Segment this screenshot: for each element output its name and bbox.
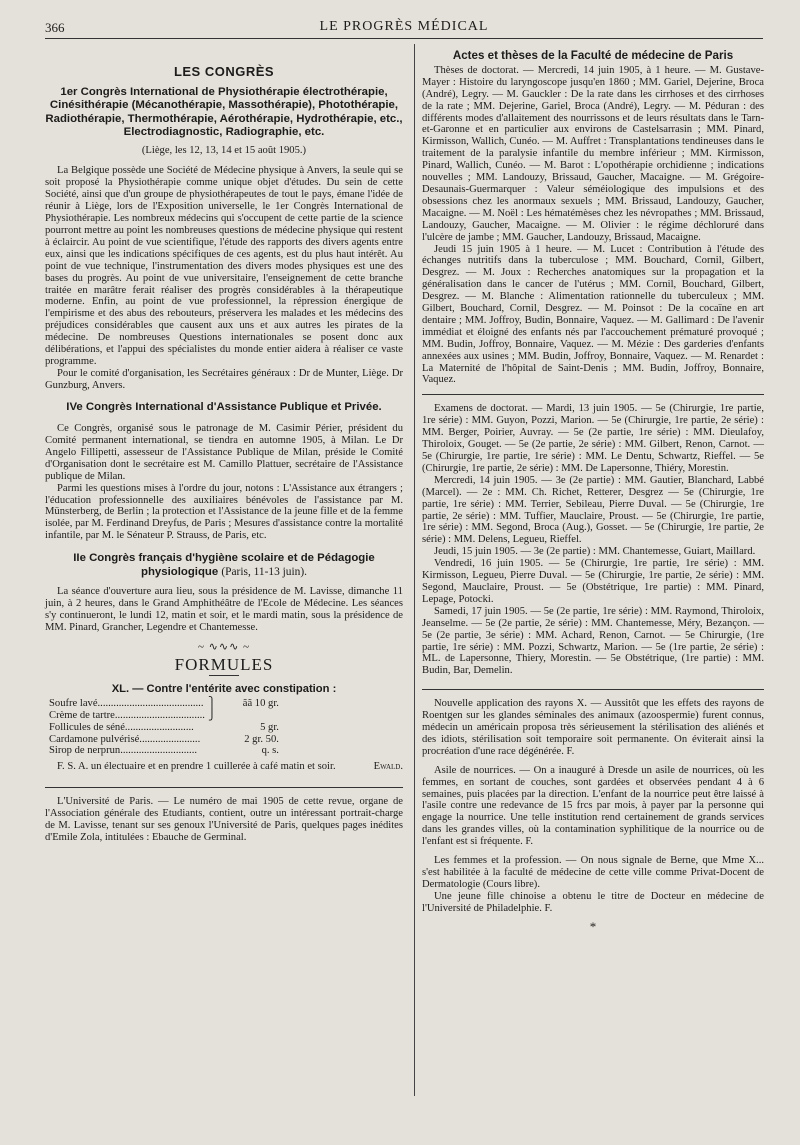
formule-dose: ãã 10 gr. [242,698,279,710]
formule-dose: 5 gr. [260,721,279,733]
ornament-star: * [589,918,597,934]
formule-brace: ⎭ [207,710,216,722]
theses-block-2: Jeudi 15 juin 1905 à 1 heure. — M. Lucet : Contribution à l'étude des échanges nutritifs dans la tuberculose ; MM. Bouchard, Cornil, Gilbert, Desgrez. — M. Joux : Recherches anatomiques sur la propagation et la généralisation dans le cancer de l'utérus ; MM. Cornil, Bouchard, Gilbert, Desgrez. — M. Blanche : Alimentation rationnelle du tuberculeux ; MM. Gilbert, Bouchard, Cornil, Desgrez. — M. Poinsot : De la cocaïne en art dentaire ; MM. Joffroy, Budin, Bonnaire, Vaquez. — M. Gallimard : De l'avenir immédiat et éloigné des enfants nés par l'accouchement prématuré provoqué ; MM. Budin, Joffroy, Bonnaire, Vaquez. — M. Mézie : Des garderies d'enfants annexées aux usines ; MM. Budin, Joffroy, Bonnaire, Vaquez. — M. Renardet : La Maternité de l'hôpital de Saint-Denis ; MM. Budin, Joffroy, Bonnaire, Vaquez. [422,243,764,386]
formules-title: FORMULES [174,655,274,675]
formule-ingredient: Follicules de séné.......................... [49,721,194,733]
formule-row [49,745,279,757]
formule-author: Ewald. [373,761,403,773]
page-number: 366 [45,20,65,35]
separator-rule [422,689,764,690]
formules-rule [209,675,239,676]
faculte-heading: Actes et thèses de la Faculté de médecine de Paris [452,49,734,62]
theses-block-1: Thèses de doctorat. — Mercredi, 14 juin 1905, à 1 heure. — M. Gustave-Mayer : Histoire du laryngoscope jusqu'en 1860 ; MM. Gariel, Dejerine, Broca (André), Legry. — M. Gauckler : De la rate dans les cirrhoses et des cirrhoses de la rate ; MM. Dejerine, Gariel, Broca (André), Legry. — M. Péduran : des différents modes d'allaitement des nourrissons et de leurs résultats dans le Tarn-et-Garonne et en particulier aux environs de Castelsarrasin ; MM. Pinard, Kirmisson, Wallich, Cunéo. — M. Auffret : Transplantations tendineuses dans le traitement de la paralysie infantile du membre inférieur ; MM. Kirmisson, Pinard, Wallich, Cunéo. — M. Barot : L'opothérapie orchidienne ; indications nouvelles ; MM. Landouzy, Brissaud, Gaucher, Macaigne. — M. Grégoire-Desaunais-Guermarquer : Valeur séméiologique des impulsions et des obsessions chez les anormaux sexuels ; MM. Brissaud, Landouzy, Gaucher, Macaigne. — M. Noël : Les hématémèses chez les névropathes ; MM. Brissaud, Landouzy, Gaucher, Macaigne. — M. Olivier : le régime déchloruré dans l'ulcère de jambe ; MM. Gaucher, Landouzy, Brissaud, Macaigne. [422,64,764,243]
congress-physiotherapie-secretaries: Pour le comité d'organisation, les Secrétaires généraux : Dr de Munter, Liège. Dr Gunzburg, Anvers. [45,367,403,391]
separator-rule [45,787,403,788]
formule-dose [219,710,279,722]
formule-brace [205,734,219,746]
formule-heading: XL. — Contre l'entérite avec constipation : [111,683,337,696]
examens-block-5: Samedi, 17 juin 1905. — 5e (2e partie, 1re série) : MM. Raymond, Thiroloix, Jeanselme. — 5e (2e partie, 2e série) : MM. Chantemesse, Méry, Bezançon. — 5e (2e partie, 3e série) : MM. Achard, Renon, Carnot. — 5e Chirurgie, (1re partie, 1re série) : MM. Pozzi, Schwartz, Marion. — 5e (1re partie, 2e série) : ML. de Lapersonne, Thiery, Morestin. — 5e Obstétrique, (1re partie) : MM. Budin, Bar, Demelin. [422,605,764,677]
note-femmes-profession: Les femmes et la profession. — On nous signale de Berne, que Mme X... s'est habilitée à la faculté de médecine de cette ville comme Privat-Docent de Dermatologie (Cours libre). [422,855,764,890]
formule-row [49,698,279,710]
journal-title: LE PROGRÈS MÉDICAL [319,19,489,34]
formule-instruction: F. S. A. un électuaire et en prendre 1 cuillerée à café matin et soir. [57,761,336,773]
congress-hygiene-title-text: IIe Congrès français d'hygiène scolaire et de Pédagogie physiologique [73,552,375,578]
formule-ingredient: Crème de tartre.................................. [49,710,205,722]
congress-hygiene-text: La séance d'ouverture aura lieu, sous la présidence de M. Lavisse, dimanche 11 juin, à 2 heures, dans le Grand Amphithéâtre de l'Ecole de Médecine. Les séances s'y continueront, le lundi 12, matin et soir, et le mardi matin, sous la présidence de MM. Pinard, Grancher, Legendre et Chantemesse. [45,585,403,633]
note-jeune-fille-chinoise: Une jeune fille chinoise a obtenu le titre de Docteur en médecine de l'Université de Philadelphie. F. [422,890,764,914]
congress-physiotherapie-text: La Belgique possède une Société de Médecine physique à Anvers, la seule qui se soit proposé la Physiothérapie comme unique objet d'études. Du sein de cette Société, ainsi que d'un groupe de physiothérapeutes de tout le pays, émane l'idée de réunir à Liège, lors de l'Exposition universelle, le 1er Congrès International de Physiothérapie. Les nombreux médecins qui s'occupent de cette partie de la science pourront mettre au point les nombreuses questions de médecine physique qui restent à éclaircir. Au point de vue scientifique, l'étude des rapports des divers agents entre eux, ainsi que les indications spécifiques de ces agents, est du plus haut intérêt. Au point de vue technique, l'instrumentation des divers modes physiques est une des bases du progrès. Au point de vue universitaire, l'enseignement de cette branche traitée en marâtre ferait réaliser des progrès considérables à la thérapeutique moderne. Enfin, au point de vue professionnel, la répression énergique de l'empirisme et des abus des rebouteurs, préservera les malades et les médecins des préjudices considérables que causent aux uns et aux autres les pirates de la médecine. De nombreuses Questions internationales se posent donc aux délibérations, et l'appui des spécialistes du monde entier aidera à réaliser ce vaste programme. [45,165,403,367]
examens-block-1: Examens de doctorat. — Mardi, 13 juin 1905. — 5e (Chirurgie, 1re partie, 1re série) : MM. Guyon, Pozzi, Marion. — 5e (Chirurgie, 1re partie, 2e série) : MM. Berger, Poirier, Auvray. — 5e (2e partie, 1re série) : MM. Dieulafoy, Thiroloix, Gouget. — 5e (2e partie, 2e série) : MM. Gilbert, Renon, Carnot. — 5e (Chirurgie, 1re partie, 1re série) : MM. Le Dentu, Schwartz, Rieffel. — 5e (Chirurgie, 1re partie, 2e série) : MM. De Lapersonne, Thiéry, Morestin. [422,403,764,474]
congress-physiotherapie-place: (Liège, les 12, 13, 14 et 15 août 1905.) [141,144,307,156]
formule-ingredient: Sirop de nerprun............................. [49,745,198,757]
separator-rule [422,394,764,395]
formule-ingredient: Cardamone pulvérisé....................... [49,733,201,745]
formule-dose: 2 gr. 50. [244,733,279,745]
note-asile-nourrices: Asile de nourrices. — On a inauguré à Dresde un asile de nourrices, où les femmes, en sortant de couches, sont gardées et observées pendant 4 à 6 semaines, puis placées par la direction. L'enfant de la nourrice peut être laissé à l'asile contre une redevance de 15 frcs par mois, à payer par la personne qui engage la nourrice. Une telle institution rend certainement de grands services dans les grandes villes, où la contamination syphilitique de la nourrice ou de l'enfant est si fréquente. F. [422,764,764,848]
congress-physiotherapie-title: 1er Congrès International de Physiothérapie électrothérapie, Cinésithérapie (Mécanothérapie, Massothérapie), Photothérapie, Radiothérapie, Thermothérapie, Aérothérapie, Hydrothérapie, etc., Electrodiagnostic, Radiographie, etc. [45,85,403,139]
universite-note: L'Université de Paris. — Le numéro de mai 1905 de cette revue, organe de l'Association générale des Etudiants, contient, outre un intéressant portrait-charge de M. Lavisse, tenant sur ses genoux l'Université de Paris, quelques pages inédites d'Emile Zola, intitulées : Ebauche de Germinal. [45,796,403,843]
formule-brace [205,722,219,734]
formule-row [49,710,279,722]
formule-dose: q. s. [261,745,279,757]
formule-brace: ⎫ [207,698,216,710]
running-header [45,14,763,39]
congress-hygiene-place: (Paris, 11-13 juin). [221,565,308,578]
congress-assistance-text: Ce Congrès, organisé sous le patronage de M. Casimir Périer, président du Comité permanent international, se tiendra en automne 1905, à Milan. Le Dr Angelo Fillipetti, assesseur de l'Assistance Publique de Milan, préside le Comité d'Organisation dont le secrétaire est M. Camillo Plattuer, secrétaire de l'Assistance publique de Milan. [45,423,403,482]
congress-assistance-questions: Parmi les questions mises à l'ordre du jour, notons : L'Assistance aux étrangers ; l'éducation professionnelle des auxiliaires bénévoles de l'assistance par M. Münsterberg, de Berlin ; la protection et l'Assistance de la jeune fille et de la femme isolée, par M. Ferdinand Dreyfus, de Paris ; Mesures d'assistance contre la mortalité infantile, par M. le Sénateur P. Strauss, de Paris, etc. [45,482,403,542]
ornament-divider: ~ ∿∿∿ ~ [197,640,251,653]
formule-table [49,698,279,757]
left-column [45,50,403,844]
congress-assistance-title: IVe Congrès International d'Assistance Publique et Privée. [66,400,382,413]
examens-block-4: Vendredi, 16 juin 1905. — 5e (Chirurgie, 1re partie, 1re série) : MM. Kirmisson, Legueu, Pierre Duval. — 5e (Chirurgie, 1re partie, 2e série) : MM. Segond, Mauclaire, Proust. — 5e (Obstétrique, 1re partie) : MM. Pinard, Lepage, Potocki. [422,558,764,605]
formule-ingredient: Soufre lavé........................................ [49,698,204,710]
column-divider [414,44,415,1096]
examens-block-3: Jeudi, 15 juin 1905. — 3e (2e partie) : MM. Chantemesse, Guiart, Maillard. [434,546,756,558]
formule-brace [205,745,219,757]
formule-row [49,734,279,746]
right-column [422,50,764,933]
examens-block-2: Mercredi, 14 juin 1905. — 3e (2e partie) : MM. Gautier, Blanchard, Labbé (Marcel). — 2e : MM. Ch. Richet, Retterer, Desgrez — 5e (Chirurgie, 1re partie, 1re série) : MM. Terrier, Sebileau, Pierre Duval. — 5e (Chirurgie, 1re partie, 2e série) : MM. Tuffier, Mauclaire, Proust. — 5e (Chirurgie, 1re partie, 1re série) : MM. Segond, Broca (Aug.), Gosset. — 5e (Chirurgie, 1re partie, 2e série) : MM. Delens, Legueu, Rieffel. [422,474,764,546]
formule-row [49,722,279,734]
congress-hygiene-title [45,552,403,579]
section-title-congres: LES CONGRÈS [173,64,275,79]
note-rayons-x: Nouvelle application des rayons X. — Aussitôt que les effets des rayons de Roentgen sur les glandes séminales des animaux (azoospermie) furent connus, médecin un américain proposa très sérieusement la stérilisation des aliénés et des idiots, stérilisation soit temporaire soit permanente. On éviterait ainsi la procréation d'une race dégénérée. F. [422,698,764,757]
